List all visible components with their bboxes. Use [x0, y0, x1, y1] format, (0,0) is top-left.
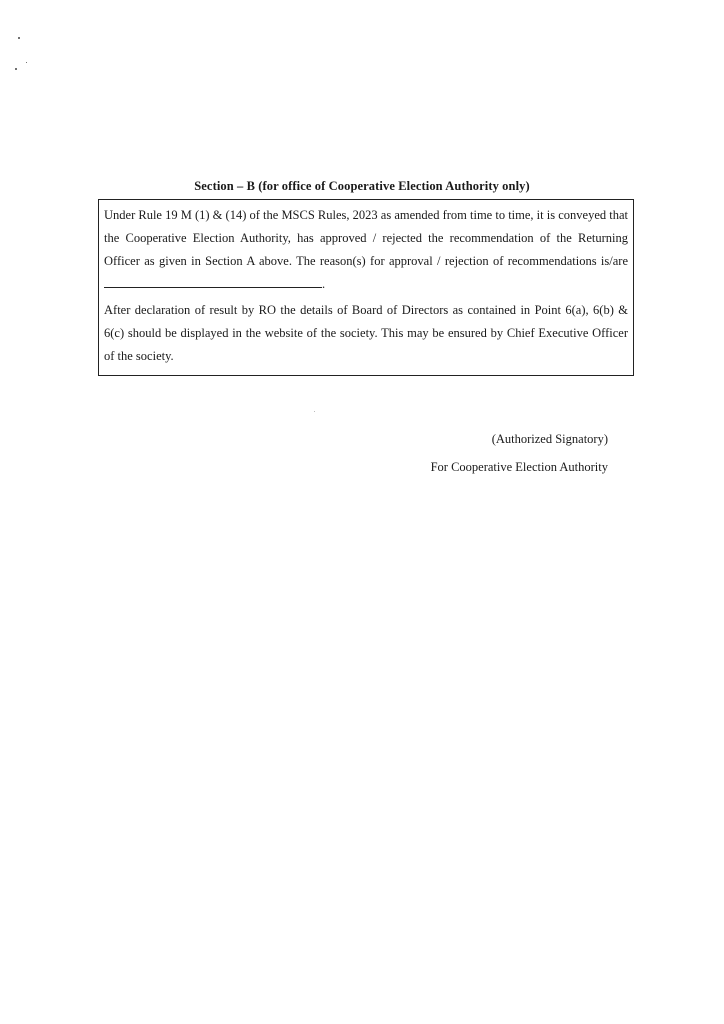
paragraph-approval-end: . — [322, 277, 326, 291]
reason-blank-line[interactable] — [104, 275, 322, 288]
scan-speck — [314, 411, 315, 412]
paragraph-approval — [104, 204, 628, 296]
paragraph-approval-text: Under Rule 19 M (1) & (14) of the MSCS Rules, 2023 as amended from time to time, it is conveyed that the Cooperative Election Authority, has approved / rejected the recommendation of the Returning Officer as given in Section A above. The reason(s) for approval / rejection of recommendations is/are — [104, 208, 628, 268]
paragraph-result-display: After declaration of result by RO the details of Board of Directors as contained in Point 6(a), 6(b) & 6(c) should be displayed in the website of the society. This may be ensured by Chief Executive Officer of the society. — [104, 303, 628, 363]
authorized-signatory: (Authorized Signatory) — [491, 432, 608, 446]
signatory-organization: For Cooperative Election Authority — [430, 460, 608, 474]
authority-box — [98, 199, 634, 376]
scan-speck — [18, 37, 20, 39]
section-title: Section – B (for office of Cooperative Election Authority only) — [194, 179, 530, 193]
scan-speck — [15, 68, 17, 70]
scan-speck — [26, 62, 27, 63]
